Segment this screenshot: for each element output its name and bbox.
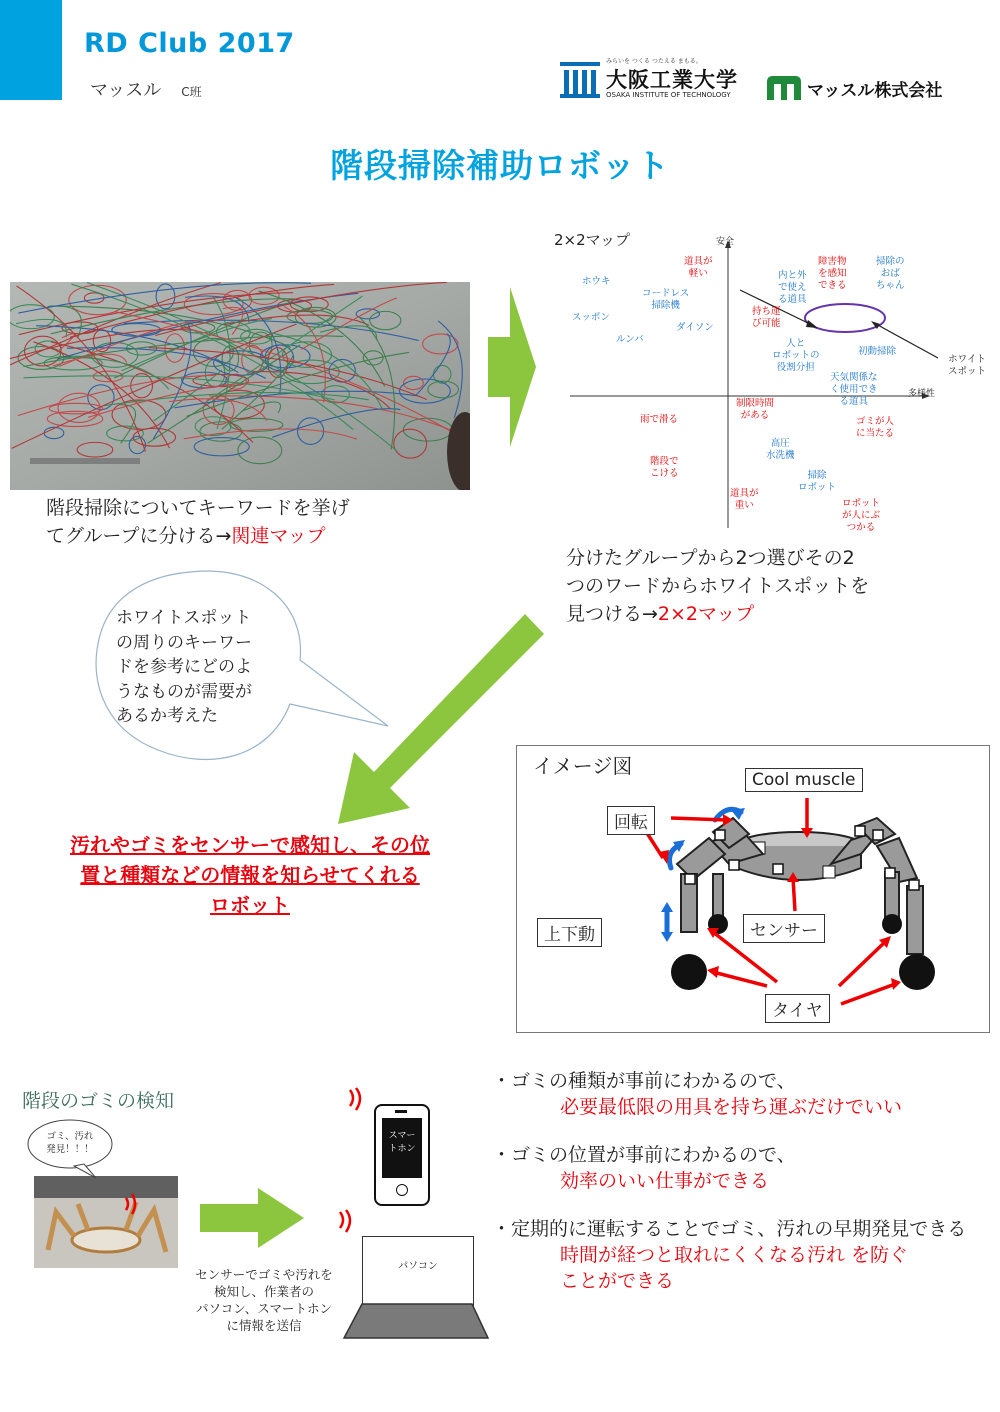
- caption-line: センサーでゴミや汚れを: [195, 1267, 333, 1282]
- up-down-label: 上下動: [537, 918, 602, 947]
- map-keyword-line: おば: [880, 268, 900, 279]
- map-keyword-line: ホウキ: [582, 276, 611, 287]
- arrow-right-icon: [480, 282, 540, 452]
- map-keyword-line: で使え: [778, 282, 807, 293]
- step2-description: [566, 544, 986, 628]
- map-keyword-line: ちゃん: [876, 280, 905, 291]
- map-keyword-line: く使用でき: [830, 384, 878, 395]
- company-logo: [765, 74, 980, 104]
- step2-line2: つのワードからホワイトスポットを: [566, 575, 870, 597]
- map-keyword-line: 掃除: [807, 470, 827, 481]
- map-keyword-line: 道具が: [730, 488, 759, 499]
- step2-highlight: 2×2マップ: [657, 603, 755, 625]
- map-keyword-line: 階段で: [650, 456, 679, 467]
- map-keyword-line: 高圧: [770, 438, 790, 449]
- map-keyword-blue: [772, 338, 820, 374]
- caption-line: パソコン、スマートホン: [195, 1301, 332, 1316]
- map-keyword-line: 障害物: [818, 256, 847, 267]
- map-keyword-line: 重い: [734, 500, 754, 511]
- map-keyword-blue: [858, 346, 896, 358]
- rotation-label: 回転: [607, 806, 655, 835]
- map-keyword-line: できる: [818, 280, 847, 291]
- pc-label: パソコン: [398, 1261, 438, 1272]
- phone-label-line: スマー: [388, 1131, 416, 1141]
- detection-caption: [176, 1266, 352, 1334]
- concept-line: 置と種類などの情報を知らせてくれる: [80, 863, 420, 887]
- robot-concept-statement: [20, 830, 480, 920]
- speaker-icon: [395, 1110, 407, 1113]
- map-keyword-red: [818, 256, 847, 292]
- oit-emblem-icon: [560, 62, 600, 98]
- bubble-line: の周りのキーワー: [116, 632, 252, 653]
- benefit-sub: 時間が経つと取れにくくなる汚れ を防ぐ: [560, 1244, 909, 1266]
- map-title: 2×2マップ: [554, 231, 631, 249]
- caption-line: に情報を送信: [226, 1318, 302, 1333]
- map-keyword-line: ルンバ: [616, 334, 644, 345]
- map-keyword-line: 制限時間: [736, 398, 775, 409]
- map-keyword-line: を感知: [818, 268, 847, 279]
- map-keyword-line: がある: [740, 410, 770, 421]
- map-keyword-line: に当たる: [856, 428, 895, 439]
- team-label: マッスル: [90, 80, 162, 101]
- map-keyword-blue: [766, 438, 795, 462]
- map-keyword-line: つかる: [846, 522, 876, 533]
- club-title: RD Club 2017: [84, 28, 295, 59]
- map-keyword-line: 雨で滑る: [640, 414, 679, 425]
- whiteboard-image: [10, 282, 470, 490]
- benefit-item: [492, 1068, 992, 1120]
- sensor-label: センサー: [743, 914, 825, 943]
- white-spot-line1: ホワイト: [948, 354, 986, 365]
- benefit-main: ・ゴミの位置が事前にわかるので、: [492, 1144, 796, 1166]
- map-keyword-line: る道具: [839, 396, 869, 407]
- bubble-line: うなものが需要が: [116, 681, 252, 702]
- benefit-sub: ことができる: [560, 1270, 675, 1292]
- benefit-main: ・定期的に運転することでゴミ、汚れの早期発見できる: [492, 1218, 967, 1240]
- map-keyword-blue: [778, 270, 807, 306]
- benefit-item: [492, 1216, 992, 1294]
- step1-line2-text: てグループに分ける→: [46, 525, 232, 547]
- phone-label-line: トホン: [388, 1144, 416, 1154]
- map-keyword-line: スッポン: [572, 312, 610, 323]
- benefits-list: [492, 1068, 992, 1294]
- home-button-icon: [396, 1184, 408, 1196]
- map-keyword-red: [684, 256, 713, 280]
- university-logo: [560, 54, 750, 104]
- arrow-right-icon: [196, 1186, 306, 1250]
- speech-line: 発見！！！: [46, 1144, 94, 1155]
- detection-title: 階段のゴミの検知: [22, 1090, 175, 1112]
- map-keyword-line: 役割分担: [776, 362, 815, 373]
- university-tagline: みらいを つくる つたえる まもる。: [606, 58, 702, 65]
- step1-line1: 階段掃除についてキーワードを挙げ: [46, 497, 350, 519]
- laptop-screen: [362, 1236, 474, 1306]
- map-keyword-line: が人にぶ: [842, 510, 881, 521]
- bubble-line: ドを参考にどのよ: [116, 657, 252, 677]
- white-spot-label: [948, 354, 986, 378]
- map-keyword-blue: [876, 256, 905, 292]
- map-keyword-line: コードレス: [642, 288, 690, 299]
- map-keyword-blue: [830, 372, 878, 408]
- map-keyword-line: ロボット: [842, 498, 881, 509]
- concept-line: ロボット: [210, 893, 290, 917]
- smartphone-screen: [382, 1118, 422, 1178]
- bubble-line: あるか考えた: [116, 706, 218, 726]
- axis-safety-label: 安全: [716, 237, 735, 247]
- step2-line3-text: 見つける→: [566, 603, 658, 625]
- prototype-photo: [34, 1176, 178, 1268]
- step1-line2: [46, 522, 446, 550]
- speech-text: [28, 1130, 112, 1156]
- white-spot-line2: スポット: [948, 366, 987, 377]
- map-keyword-line: る道具: [778, 294, 807, 305]
- image-diagram-box: [516, 745, 990, 1033]
- step1-highlight: 関連マップ: [231, 525, 326, 547]
- map-keyword-line: ロボットの: [772, 350, 820, 361]
- speech-line: ゴミ、汚れ: [46, 1131, 94, 1142]
- group-label: C班: [181, 85, 202, 99]
- smartphone: [374, 1104, 430, 1206]
- map-keyword-red: [842, 498, 880, 534]
- caption-line: 検知し、作業者の: [213, 1284, 314, 1299]
- map-keyword-line: こける: [650, 468, 679, 479]
- map-keyword-line: 掃除機: [651, 300, 680, 311]
- image-diagram-title: イメージ図: [533, 754, 633, 778]
- step2-line1: 分けたグループから2つ選びその2: [566, 547, 855, 569]
- bubble-line: ホワイトスポット: [116, 608, 252, 628]
- signal-waves-icon: [344, 1086, 374, 1116]
- map-keyword-blue: [572, 312, 610, 324]
- map-keyword-red: [640, 414, 678, 426]
- benefit-sub: 必要最低限の用具を持ち運ぶだけでいい: [560, 1096, 903, 1118]
- map-keyword-blue: [642, 288, 689, 312]
- map-keyword-line: 人と: [786, 338, 806, 349]
- map-keyword-red: [650, 456, 679, 480]
- header-accent-bar: [0, 0, 62, 100]
- laptop-keyboard: [340, 1302, 490, 1342]
- tire-label: タイヤ: [765, 994, 830, 1023]
- map-keyword-red: [856, 416, 894, 440]
- step1-description: [46, 494, 446, 550]
- page-title: 階段掃除補助ロボット: [330, 146, 670, 185]
- cool-muscle-label: Cool muscle: [745, 768, 863, 792]
- university-name: 大阪工業大学: [606, 68, 738, 92]
- map-keyword-red: [730, 488, 759, 512]
- prototype-image: [34, 1176, 178, 1268]
- map-keyword-red: [752, 306, 781, 330]
- concept-line: 汚れやゴミをセンサーで感知し、その位: [70, 833, 430, 857]
- company-name: マッスル株式会社: [807, 81, 943, 101]
- step2-line3: [566, 600, 986, 628]
- two-by-two-map: [554, 230, 1000, 533]
- map-keyword-line: ロボット: [798, 482, 837, 493]
- map-keyword-line: 天気関係な: [830, 372, 878, 383]
- map-keyword-blue: [616, 334, 644, 346]
- map-keyword-blue: [582, 276, 611, 288]
- muscle-logo-icon: [765, 74, 803, 102]
- benefit-sub: 効率のいい仕事ができる: [560, 1170, 770, 1192]
- map-keyword-line: び可能: [752, 318, 781, 329]
- map-keyword-line: 持ち運: [752, 306, 781, 317]
- map-keyword-line: 水洗機: [766, 450, 795, 461]
- benefit-main: ・ゴミの種類が事前にわかるので、: [492, 1070, 796, 1092]
- map-keyword-line: 内と外: [778, 270, 807, 281]
- map-keyword-line: 掃除の: [876, 256, 905, 267]
- map-keyword-blue: [676, 322, 714, 334]
- university-name-en: OSAKA INSTITUTE OF TECHNOLOGY: [606, 91, 731, 99]
- map-keyword-line: 軽い: [688, 268, 708, 279]
- team-name: [90, 76, 202, 102]
- map-keyword-line: ゴミが人: [856, 416, 895, 427]
- map-keyword-red: [736, 398, 774, 422]
- map-keyword-blue: [798, 470, 836, 494]
- related-map-photo: [10, 282, 470, 490]
- map-keyword-line: 初動掃除: [858, 346, 897, 357]
- map-keyword-line: ダイソン: [676, 322, 714, 333]
- map-keyword-line: 道具が: [684, 256, 713, 267]
- bubble-text: [116, 606, 296, 729]
- signal-waves-icon: [334, 1208, 364, 1238]
- axis-diversity-label: 多様性: [908, 389, 936, 399]
- benefit-item: [492, 1142, 992, 1194]
